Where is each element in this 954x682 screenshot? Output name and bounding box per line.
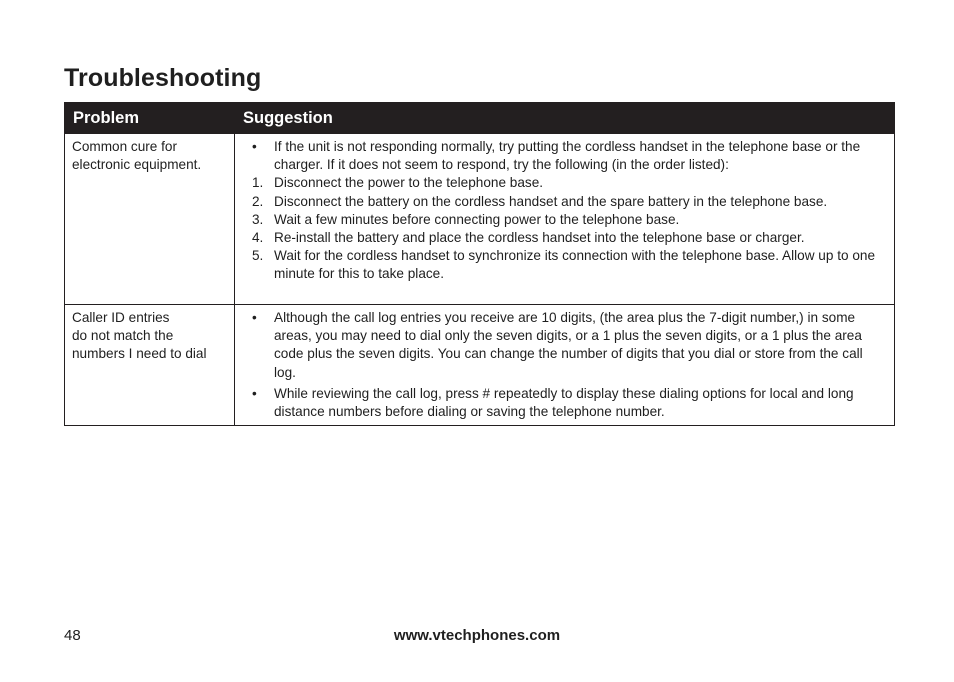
problem-text: numbers I need to dial [72,346,207,362]
suggestion-text: Disconnect the power to the telephone base. [274,175,544,191]
suggestion-item [235,309,888,382]
suggestion-text: If the unit is not responding normally, try putting the cordless handset in the telephone base or the charger. If it does not seem to respond, try the following (in the order listed): [274,139,861,173]
step-number: 4. [252,230,264,246]
suggestion-item [235,138,888,174]
table-row [65,134,895,305]
suggestion-text: Re-install the battery and place the cordless handset into the telephone base or charger. [274,230,805,246]
step-number: 3. [252,211,264,227]
suggestion-text: Wait a few minutes before connecting power to the telephone base. [274,211,680,227]
suggestion-item [235,247,888,283]
suggestion-text: While reviewing the call log, press # repeatedly to display these dialing options for local and long distance numbers before dialing or saving the telephone number. [274,385,854,420]
suggestion-item [235,193,888,211]
problem-cell [65,305,235,426]
problem-cell [65,134,235,305]
step-number: 5. [252,248,264,264]
table-row [65,305,895,426]
suggestion-cell [235,305,895,426]
bullet-marker: • [252,139,257,154]
header-problem: Problem [65,103,235,134]
table-header-row [65,103,895,134]
problem-text: Caller ID entries [72,310,170,325]
problem-text: do not match the [72,328,174,344]
suggestion-item [235,229,888,247]
suggestion-item [235,385,888,421]
footer-website: www.vtechphones.com [393,627,561,644]
troubleshooting-table [64,102,895,426]
suggestion-text: Although the call log entries you receive are 10 digits, (the area plus the 7-digit number,) in some areas, you may need to dial only the seven digits, or a 1 plus the seven digits, or a 1 plus the area code plus the seven digits. You can change the number of digits that you dial or store from the call log. [274,310,863,380]
suggestion-text: Wait for the cordless handset to synchronize its connection with the telephone base. Allow up to one minute for this to take place. [274,248,875,282]
bullet-marker: • [252,385,257,401]
suggestion-item [235,174,888,192]
problem-text: electronic equipment. [72,157,202,173]
bullet-marker: • [252,310,257,325]
step-number: 2. [252,193,264,209]
header-suggestion: Suggestion [235,103,895,134]
suggestion-item [235,211,888,229]
suggestion-text: Disconnect the battery on the cordless handset and the spare battery in the telephone base. [274,193,828,209]
suggestion-cell [235,134,895,305]
page-title: Troubleshooting [64,64,262,92]
step-number: 1. [252,175,264,191]
page-number: 48 [64,627,81,644]
problem-text: Common cure for [72,139,178,154]
